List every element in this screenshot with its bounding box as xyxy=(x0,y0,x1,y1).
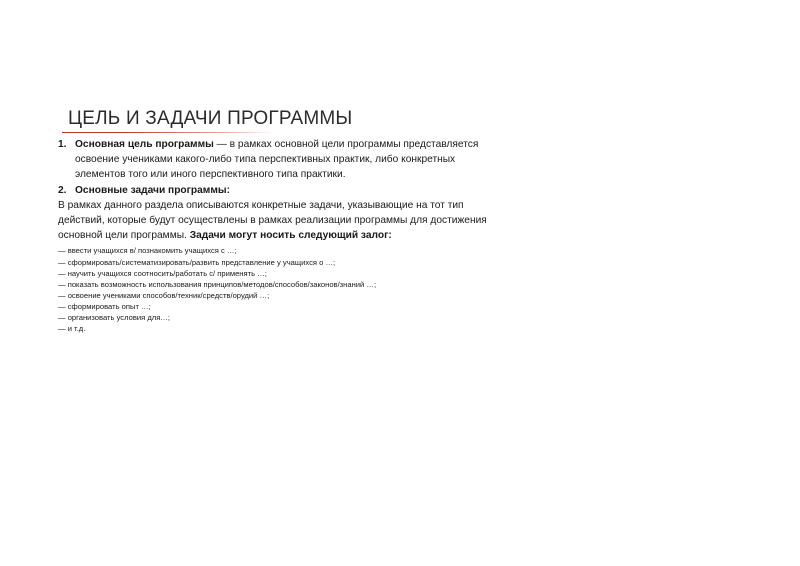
task-list xyxy=(58,245,498,334)
list-item: — показать возможность использования принципов/методов/способов/законов/знаний …; xyxy=(58,279,377,289)
list-item: — сформировать/систематизировать/развить представление у учащихся о …; xyxy=(58,257,336,267)
tasks-heading: Основные задачи программы: xyxy=(75,184,230,196)
page-title: ЦЕЛЬ И ЗАДАЧИ ПРОГРАММЫ xyxy=(68,108,353,129)
goal-text: — в рамках основной цели программы представляется освоение учениками какого-либо типа перспективных практик, либо конкретных элементов того или иного перспективного типа практики. xyxy=(75,139,479,181)
tasks-paragraph xyxy=(58,198,498,244)
item-number: 1. xyxy=(58,139,67,150)
item-number: 2. xyxy=(58,184,67,196)
list-item: — освоение учениками способов/техник/средств/орудий …; xyxy=(58,290,270,300)
list-item: — организовать условия для…; xyxy=(58,312,171,322)
list-item: — сформировать опыт …; xyxy=(58,301,151,311)
list-item-goal xyxy=(58,137,498,183)
list-item: — и т.д. xyxy=(58,324,86,334)
goal-heading: Основная цель программы xyxy=(75,139,214,150)
tasks-paragraph-bold: Задачи могут носить следующий залог: xyxy=(189,230,392,242)
slide-content xyxy=(58,137,498,334)
title-underline xyxy=(62,132,274,133)
list-item: — ввести учащихся в/ познакомить учащихся с …; xyxy=(58,246,237,256)
tasks-paragraph-text: В рамках данного раздела описываются конкретные задачи, указывающие на тот тип действий, которые будут осуществлены в рамках реализации программы для достижения основной цели программы. xyxy=(58,199,487,242)
list-item-tasks xyxy=(58,183,498,198)
list-item: — научить учащихся соотносить/работать с/ применять …; xyxy=(58,268,267,278)
